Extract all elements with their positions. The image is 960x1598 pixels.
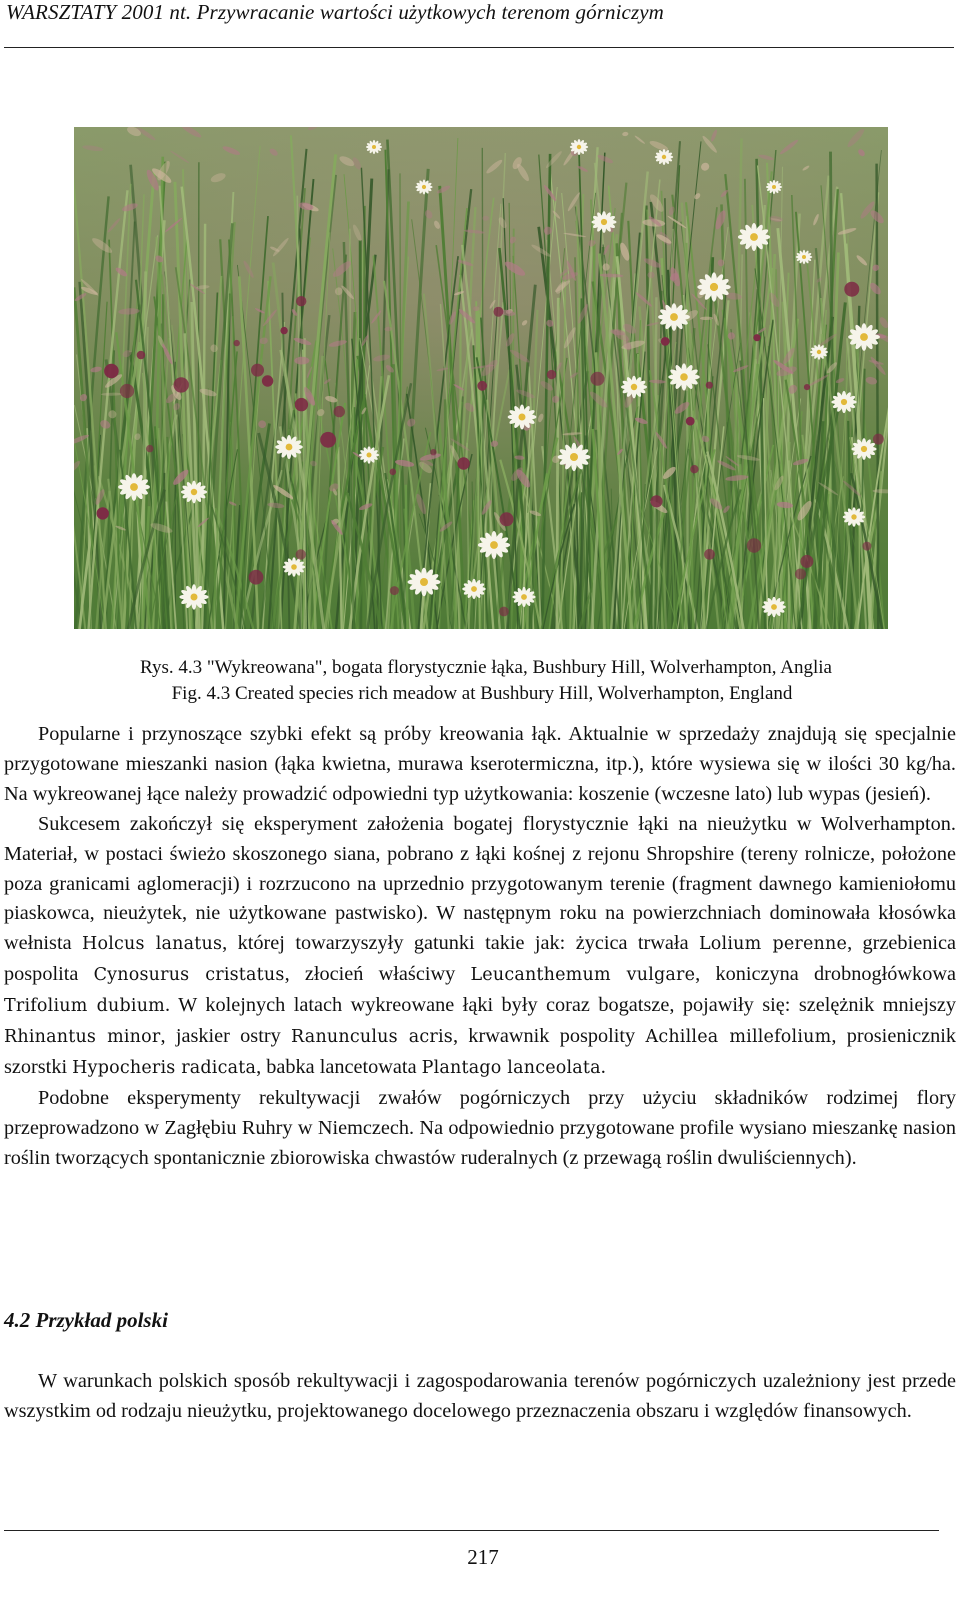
species-name: Trifolium dubium bbox=[4, 996, 165, 1017]
footer-rule bbox=[4, 1530, 939, 1531]
running-header: WARSZTATY 2001 nt. Przywracanie wartości użytkowych terenom górniczym bbox=[6, 0, 664, 24]
paragraph: Sukcesem zakończył się eksperyment założenia bogatej florystycznie łąki na nieużytku w Wolverhampton. Materiał, w postaci świeżo skoszonego siana, pobrano z łąki kośnej z rejonu Shropshire (tereny rolnicze, położone poza granicami aglomeracji) i rozrzucono na uprzednio przygotowanym terenie (fragment dawnego kamieniołomu piaskowca, nieużytek, nie użytkowane pastwisko). W następnym roku na powierzchniach dominowała kłosówka wełnista Holcus lanatus, której towarzyszyły gatunki takie jak: życica trwała Lolium perenne, grzebienica pospolita Cynosurus cristatus, złocień właściwy Leucanthemum vulgare, koniczyna drobnogłówkowa Trifolium dubium. W kolejnych latach wykreowane łąki były coraz bogatsze, pojawiły się: szelężnik mniejszy Rhinantus minor, jaskier ostry Ranunculus acris, krwawnik pospolity Achillea millefolium, prosienicznik szorstki Hypocheris radicata, babka lancetowata Plantago lanceolata. bbox=[4, 812, 957, 1078]
meadow-photo-graphic bbox=[74, 127, 888, 629]
species-name: Achillea millefolium bbox=[645, 1027, 832, 1048]
species-name: Hypocheris radicata bbox=[72, 1057, 257, 1078]
page-number: 217 bbox=[467, 1545, 499, 1569]
section-heading: 4.2 Przykład polski bbox=[4, 1308, 168, 1332]
header-rule bbox=[4, 47, 954, 48]
meadow-photo bbox=[74, 127, 888, 629]
species-name: Holcus lanatus bbox=[82, 934, 223, 955]
figure-caption-en: Fig. 4.3 Created species rich meadow at Bushbury Hill, Wolverhampton, England bbox=[171, 683, 793, 704]
paragraph: Podobne eksperymenty rekultywacji zwałów pogórniczych przy użyciu składników rodzimej flory przeprowadzono w Zagłębiu Ruhry w Niemczech. Na odpowiednio przygotowane profile wysiano mieszankę nasion roślin tworzących spontanicznie zbiorowiska chwastów ruderalnych (z przewagą roślin dwuliściennych). bbox=[4, 1086, 956, 1169]
species-name: Cynosurus cristatus bbox=[93, 965, 285, 986]
body-text bbox=[4, 720, 956, 1174]
species-name: Leucanthemum vulgare bbox=[470, 965, 696, 986]
figure-caption-pl: Rys. 4.3 "Wykreowana", bogata florystycznie łąka, Bushbury Hill, Wolverhampton, Anglia bbox=[140, 657, 832, 678]
paragraph: W warunkach polskich sposób rekultywacji i zagospodarowania terenów pogórniczych uzależniony jest przede wszystkim od rodzaju nieużytku, projektowanego docelowego przeznaczenia obszaru i względów finansowych. bbox=[4, 1370, 956, 1422]
species-name: Rhinantus minor bbox=[4, 1027, 161, 1048]
species-name: Plantago lanceolata bbox=[421, 1057, 601, 1078]
species-name: Lolium perenne bbox=[698, 934, 848, 955]
paragraph: Popularne i przynoszące szybki efekt są próby kreowania łąk. Aktualnie w sprzedaży znajdują się specjalnie przygotowane mieszanki nasion (łąka kwietna, murawa kserotermiczna, itp.), które wysiewa się w ilości 30 kg/ha. Na wykreowanej łące należy prowadzić odpowiedni typ użytkowania: koszenie (wczesne lato) lub wypas (jesień). bbox=[4, 723, 956, 805]
section-body bbox=[4, 1367, 956, 1427]
species-name: Ranunculus acris bbox=[291, 1027, 453, 1048]
